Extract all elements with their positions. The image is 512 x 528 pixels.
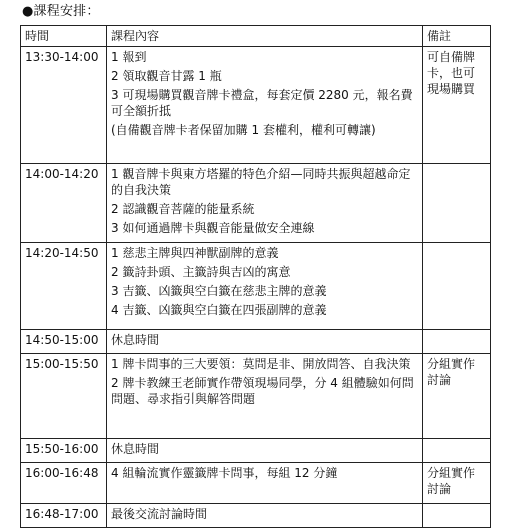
- section-title: ●課程安排：: [22, 4, 100, 19]
- time-cell: 13:30-14:00: [21, 47, 107, 164]
- content-line: 2 籤詩卦頭、主籤詩與吉凶的寓意: [111, 265, 291, 279]
- table-row: [21, 164, 491, 243]
- table-row: [21, 330, 491, 354]
- note-cell: [423, 164, 491, 243]
- table-row: [21, 504, 491, 528]
- time-cell: 14:20-14:50: [21, 243, 107, 330]
- content-cell: [107, 47, 423, 164]
- content-cell: [107, 463, 423, 504]
- content-line: 3 吉籤、凶籤與空白籤在慈悲主牌的意義: [111, 284, 327, 298]
- note-cell: 分組實作討論: [423, 354, 491, 439]
- content-line: 1 觀音牌卡與東方塔羅的特色介紹—同時共振與超越命定的自我決策: [111, 167, 411, 197]
- note-cell: 分組實作討論: [423, 463, 491, 504]
- content-cell: [107, 354, 423, 439]
- content-cell: [107, 164, 423, 243]
- time-cell: 16:48-17:00: [21, 504, 107, 528]
- content-line: 1 慈悲主牌與四神獸副牌的意義: [111, 246, 279, 260]
- time-cell: 15:50-16:00: [21, 439, 107, 463]
- table-row: [21, 47, 491, 164]
- header-note: 備註: [423, 26, 491, 47]
- content-line: 2 領取觀音甘露 1 瓶: [111, 69, 222, 83]
- content-line: 休息時間: [111, 333, 160, 347]
- time-cell: 16:00-16:48: [21, 463, 107, 504]
- content-line: 4 吉籤、凶籤與空白籤在四張副牌的意義: [111, 303, 327, 317]
- content-cell: [107, 330, 423, 354]
- note-cell: [423, 330, 491, 354]
- content-line: 3 可現場購買觀音牌卡禮盒，每套定價 2280 元，報名費可全額折抵: [111, 88, 413, 118]
- time-cell: 15:00-15:50: [21, 354, 107, 439]
- note-cell: [423, 243, 491, 330]
- note-cell: [423, 439, 491, 463]
- content-line: 最後交流討論時間: [111, 507, 208, 521]
- table-header-row: [21, 26, 491, 47]
- content-cell: [107, 504, 423, 528]
- table-row: [21, 354, 491, 439]
- content-line: 1 報到: [111, 50, 147, 64]
- content-line: 2 認識觀音菩薩的能量系統: [111, 202, 255, 216]
- content-line: 3 如何通過牌卡與觀音能量做安全連線: [111, 221, 315, 235]
- time-cell: 14:50-15:00: [21, 330, 107, 354]
- table-row: [21, 463, 491, 504]
- table-row: [21, 439, 491, 463]
- content-cell: [107, 243, 423, 330]
- note-cell: 可自備牌卡，也可現場購買: [423, 47, 491, 164]
- content-line: 4 組輪流實作靈籤牌卡問事，每組 12 分鐘: [111, 466, 338, 480]
- time-cell: 14:00-14:20: [21, 164, 107, 243]
- content-line: 1 牌卡問事的三大要領：莫問是非、開放問答、自我決策: [111, 357, 411, 371]
- content-line: 休息時間: [111, 442, 160, 456]
- table-row: [21, 243, 491, 330]
- content-line: (自備觀音牌卡者保留加購 1 套權利，權利可轉讓): [111, 123, 376, 137]
- content-line: 2 牌卡教練王老師實作帶領現場同學，分 4 組體驗如何問問題、尋求指引與解答問題: [111, 376, 414, 406]
- schedule-table: [20, 25, 491, 528]
- header-content: 課程內容: [107, 26, 423, 47]
- content-cell: [107, 439, 423, 463]
- header-time: 時間: [21, 26, 107, 47]
- note-cell: [423, 504, 491, 528]
